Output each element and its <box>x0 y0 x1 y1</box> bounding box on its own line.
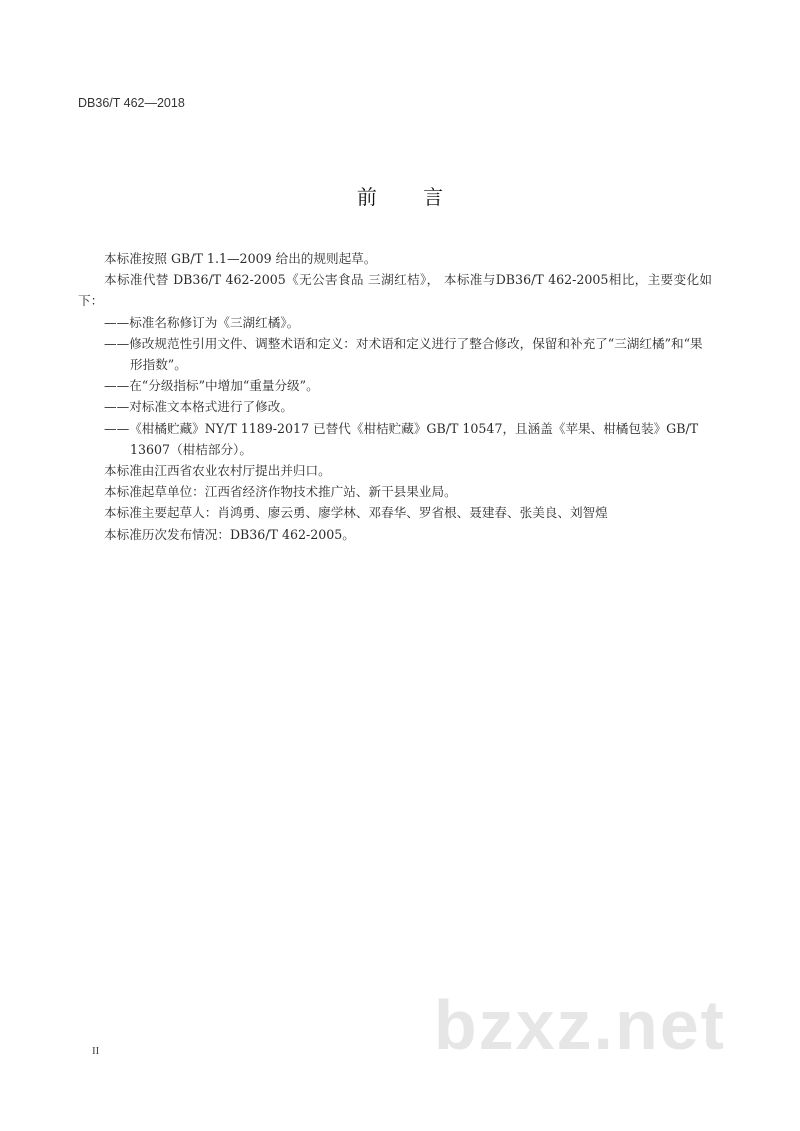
change-item-2: ——修改规范性引用文件、调整术语和定义：对术语和定义进行了整合修改，保留和补充了“三湖红橘”和“果形指数”。 <box>104 335 703 373</box>
change-item-4: ——对标准文本格式进行了修改。 <box>104 399 293 415</box>
paragraph-history: 本标准历次发布情况：DB36/T 462-2005。 <box>104 526 355 542</box>
paragraph-drafting-rule: 本标准按照 GB/T 1.1—2009 给出的规则起草。 <box>104 251 377 266</box>
change-item-1: ——标准名称修订为《三湖红橘》。 <box>104 314 300 330</box>
change-item-3: ——在“分级指标”中增加“重量分级”。 <box>104 378 319 394</box>
paragraph-drafting-units: 本标准起草单位：江西省经济作物技术推广站、新干县果业局。 <box>104 484 457 500</box>
page-title: 前 言 <box>356 185 464 209</box>
page-number: II <box>92 1045 100 1057</box>
paragraph-proposer: 本标准由江西省农业农村厅提出并归口。 <box>104 463 331 479</box>
paragraph-replacement: 本标准代替 DB36/T 462-2005《无公害食品 三湖红桔》， 本标准与DB36/T 462-2005相比，主要变化如下： <box>78 272 712 309</box>
change-item-5: ——《柑橘贮藏》NY/T 1189-2017 已替代《柑桔贮藏》GB/T 10547，且涵盖《苹果、柑橘包装》GB/T 13607（柑桔部分）。 <box>104 420 699 457</box>
standard-code: DB36/T 462—2018 <box>78 96 185 110</box>
watermark-logo: bzxz.net <box>433 986 726 1064</box>
foreword-body <box>78 248 712 545</box>
paragraph-drafters: 本标准主要起草人：肖鸿勇、廖云勇、廖学林、邓春华、罗省根、聂建春、张美良、刘智煌 <box>104 505 608 521</box>
